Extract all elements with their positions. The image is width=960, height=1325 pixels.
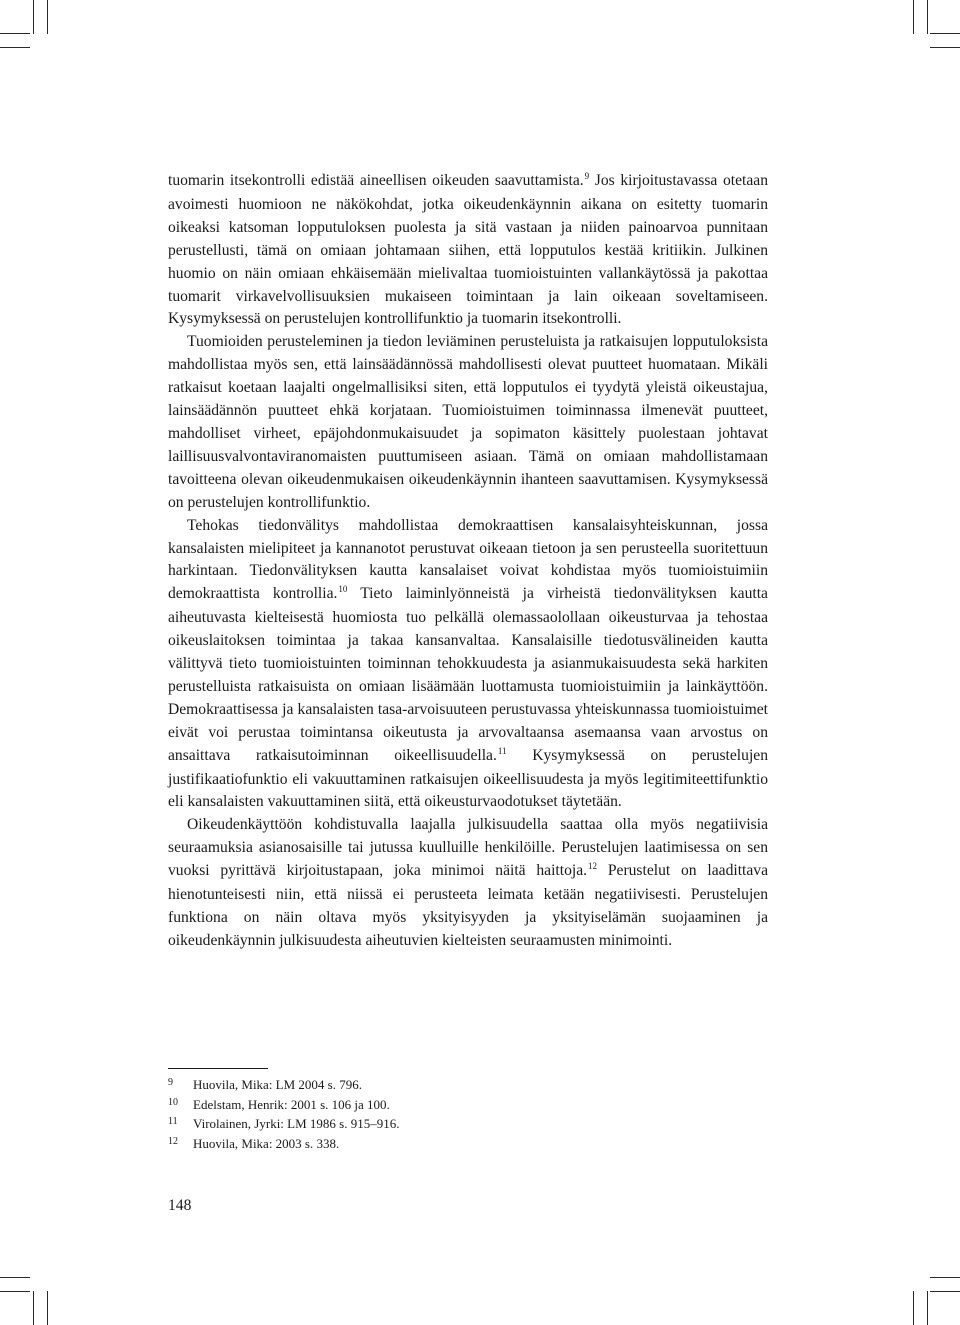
text-segment: Tuomioiden perusteleminen ja tiedon leviäminen perusteluista ja ratkaisujen lopputuloksista mahdollistaa myös sen, että lainsäädännössä mahdollisesti olevat puutteet huomataan. Mikäli ratkaisut koetaan laajalti ongelmallisiksi siten, että lopputulos ei tyydytä yleistä oikeustajua, lainsäädännön puutteet ehkä korjataan. Tuomioistuimen toiminnassa ilmenevät puutteet, mahdolliset virheet, epäjohdonmukaisuudet ja sopimaton käsittely puolestaan johtavat laillisuusvalvontaviranomaisten puuttumiseen asiaan. Tämä on omiaan mahdollistamaan tavoitteena olevan oikeudenmukaisen oikeudenkäynnin ihanteen saavuttamisen. Kysymyksessä on perustelujen kontrollifunktio. — [168, 333, 768, 511]
body-text — [168, 170, 768, 953]
footnote-text: Virolainen, Jyrki: LM 1986 s. 915–916. — [193, 1116, 400, 1131]
text-segment: tuomarin itsekontrolli edistää aineellisen oikeuden saavuttamista. — [168, 172, 584, 189]
crop-mark-bottom-right-horizontal — [930, 1277, 960, 1278]
paragraph-4 — [168, 814, 768, 952]
crop-mark-top-left-vertical — [33, 0, 34, 34]
footnote-ref-9: 9 — [584, 171, 590, 181]
crop-mark-bottom-left-vertical — [33, 1291, 34, 1325]
page-number: 148 — [168, 1197, 192, 1214]
crop-mark-top-left-vertical-2 — [47, 0, 48, 34]
crop-mark-bottom-left-horizontal-2 — [0, 1291, 30, 1292]
paragraph-1 — [168, 170, 768, 331]
text-segment: Tieto laiminlyönneistä ja virheistä tiedonvälityksen kautta aiheutuvasta kielteisestä huomiosta tuo pelkällä olemassaolollaan oikeusturvaa ja tehostaa oikeuslaitoksen toimintaa ja takaa kansanvaltaa. Kansalaisille tiedotusvälineiden kautta välittyvä tieto tuomioistuinten toiminnan tehokkuudesta ja asianmukaisuudesta sekä harkiten perustelluista ratkaisuista on omiaan lisäämään luottamusta tuomioistuimiin ja lainkäyttöön. Demokraattisessa ja kansalaisten tasa-arvoisuuteen perustuvassa yhteiskunnassa tuomioistuimet eivät voi perustaa toimintansa oikeutusta ja arvovaltaansa asemaansa vaan arvostus on ansaittava ratkaisutoiminnan oikeellisuudella. — [168, 585, 768, 764]
crop-mark-top-right-vertical-2 — [927, 0, 928, 34]
paragraph-2 — [168, 331, 768, 514]
footnote-text: Huovila, Mika: 2003 s. 338. — [193, 1135, 340, 1151]
crop-mark-top-left-horizontal-2 — [0, 47, 30, 48]
text-segment: Oikeudenkäyttöön kohdistuvalla laajalla julkisuudella saattaa olla myös negatiivisia seuraamuksia asianosaisille tai jutussa kuulluille henkilöille. Perustelujen laatimisessa on sen vuoksi pyrittävä kirjoitustapaan, joka minimoi näitä haittoja. — [168, 816, 768, 880]
text-segment: Perustelut on laadittava hienotunteisesti niin, että niissä ei perusteeta leimata ketään negatiivisesti. Perustelujen funktiona on näin oltava myös yksityisyyden ja yksityiselämän suojaaminen ja oikeudenkäynnin julkisuudesta aiheutuvien kielteisten seuraamusten minimointi. — [168, 862, 769, 949]
paragraph-3 — [168, 515, 768, 815]
footnote-12 — [168, 1135, 768, 1155]
crop-mark-top-right-vertical — [913, 0, 914, 34]
crop-mark-bottom-right-horizontal-2 — [930, 1291, 960, 1292]
footnote-number: 11 — [168, 1116, 178, 1127]
crop-mark-bottom-right-vertical — [913, 1291, 914, 1325]
footnote-ref-11: 11 — [497, 745, 507, 756]
text-segment: Tehokas tiedonvälitys mahdollistaa demokraattisen kansalaisyhteiskunnan, jossa kansalaisten mielipiteet ja kannanotot perustuvat oikeaan tietoon ja sen perusteella suoritettuun harkintaan. Tiedonvälityksen kautta kansalaiset voivat kohdistaa myös tuomioistuimiin demokraattista kontrollia. — [168, 516, 768, 603]
footnote-11 — [168, 1115, 768, 1135]
crop-mark-bottom-right-vertical-2 — [927, 1291, 928, 1325]
footnote-number: 9 — [168, 1077, 173, 1088]
text-segment: Jos kirjoitustavassa otetaan avoimesti huomioon ne näkökohdat, jotka oikeudenkäynnin aikana on esitetty tuomarin oikeaksi katsoman lopputuloksen puolesta ja sitä vastaan ja niiden painoarvoa punnitaan perustellusti, tämä on omiaan johtamaan siihen, että lopputulos kestää kritiikin. Julkinen huomio on näin omiaan ehkäisemään mielivaltaa tuomioistuinten vallankäytössä ja pakottaa tuomarit virkavelvollisuuksien mukaiseen toimintaan ja lain oikeaan soveltamiseen. Kysymyksessä on perustelujen kontrollifunktio ja tuomarin itsekontrolli. — [168, 172, 768, 328]
footnote-ref-12: 12 — [588, 861, 598, 872]
footnote-text: Edelstam, Henrik: 2001 s. 106 ja 100. — [193, 1096, 390, 1112]
footnote-9 — [168, 1076, 768, 1096]
footnote-ref-10: 10 — [338, 584, 348, 595]
footnote-separator — [168, 1068, 268, 1069]
footnote-10 — [168, 1096, 768, 1116]
footnotes — [168, 1076, 768, 1154]
crop-mark-bottom-left-vertical-2 — [47, 1291, 48, 1325]
footnote-number: 12 — [168, 1135, 178, 1147]
crop-mark-top-right-horizontal — [930, 33, 960, 34]
text-segment: Kysymyksessä on perustelujen justifikaatiofunktio eli vakuuttaminen ratkaisujen oikeellisuudesta ja myös legitimiteettifunktio eli kansalaisten vakuuttaminen siitä, että oikeusturvaodotukset täytetään. — [168, 746, 768, 811]
crop-mark-bottom-left-horizontal — [0, 1277, 30, 1278]
footnote-text: Huovila, Mika: LM 2004 s. 796. — [193, 1077, 362, 1092]
footnote-number: 10 — [168, 1096, 178, 1108]
crop-mark-top-left-horizontal — [0, 33, 30, 34]
crop-mark-top-right-horizontal-2 — [930, 47, 960, 48]
